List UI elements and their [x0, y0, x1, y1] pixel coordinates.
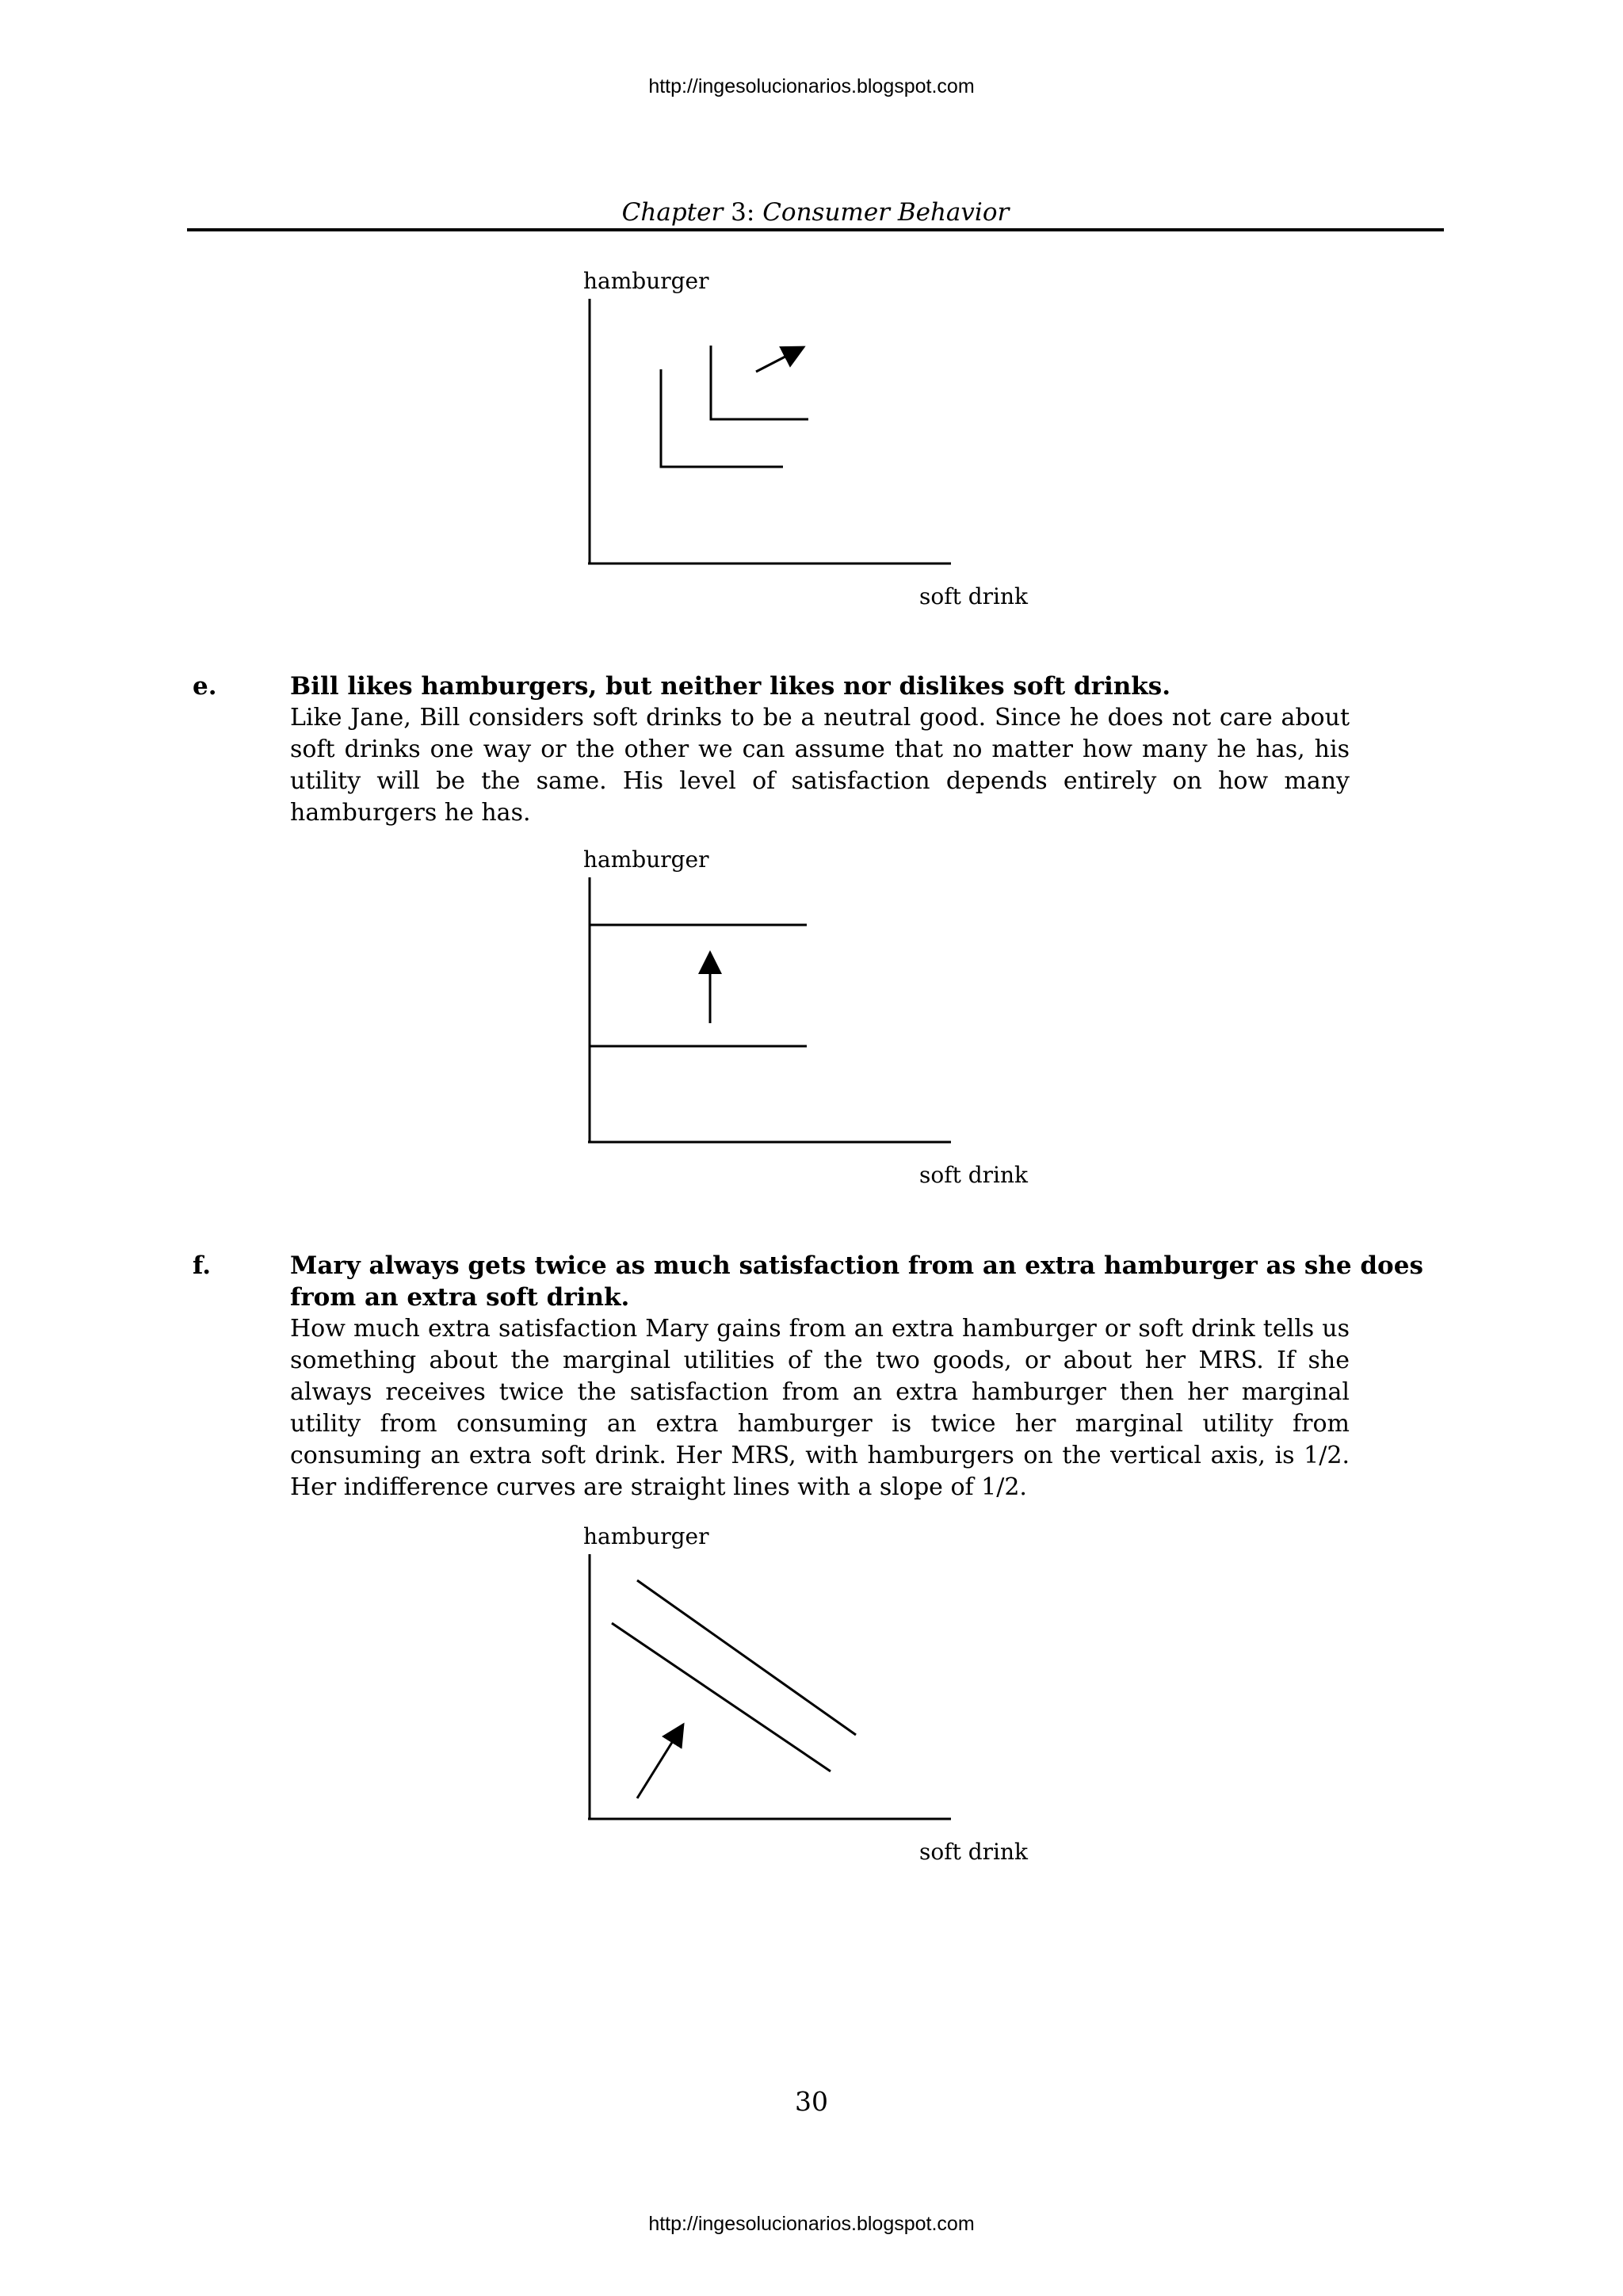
- x-axis-label: soft drink: [919, 1839, 1029, 1865]
- indifference-curve-upper: [711, 346, 808, 419]
- figure-complements-diagram: [555, 255, 1062, 636]
- chapter-title: Consumer Behavior: [762, 198, 1010, 227]
- y-axis-label: hamburger: [583, 846, 709, 873]
- direction-arrow: [637, 1725, 683, 1798]
- x-axis-label: soft drink: [919, 1162, 1029, 1188]
- page-number: 30: [795, 2086, 828, 2117]
- item-f-letter: f.: [193, 1251, 212, 1280]
- chapter-number: 3: [731, 198, 747, 227]
- chapter-header: [187, 197, 1444, 228]
- figure-complements: [555, 255, 1062, 636]
- footer-url: http://ingesolucionarios.blogspot.com: [648, 2213, 975, 2235]
- direction-arrow: [756, 347, 804, 372]
- figure-substitutes-diagram: [555, 1511, 1062, 1891]
- figure-substitutes: [555, 1511, 1062, 1891]
- y-axis-label: hamburger: [583, 268, 709, 294]
- item-e-title: Bill likes hamburgers, but neither likes nor dislikes soft drinks.: [290, 672, 1171, 701]
- header-rule: [187, 228, 1444, 231]
- chapter-separator: :: [746, 198, 755, 227]
- figure-neutral-good-diagram: [555, 834, 1062, 1214]
- item-f-title: Mary always gets twice as much satisfaction from an extra hamburger as she does from an extra soft drink.: [290, 1251, 1423, 1312]
- y-axis-label: hamburger: [583, 1523, 709, 1549]
- item-e-letter: e.: [193, 672, 217, 701]
- figure-neutral-good: [555, 834, 1062, 1214]
- header-url: http://ingesolucionarios.blogspot.com: [648, 75, 975, 97]
- item-e-body: Like Jane, Bill considers soft drinks to be a neutral good. Since he does not care about soft drinks one way or the other we can assume that no matter how many he has, his utility will be the same. His level of satisfaction depends entirely on how many hamburgers he has.: [290, 704, 1350, 827]
- indifference-curve-lower: [612, 1623, 831, 1771]
- indifference-curve-upper: [637, 1580, 856, 1735]
- chapter-word: Chapter: [621, 198, 724, 227]
- item-f-body: How much extra satisfaction Mary gains from an extra hamburger or soft drink tells us something about the marginal utilities of the two goods, or about her MRS. If she always receives twice the satisfaction from an extra hamburger then her marginal utility from consuming an extra hamburger is twice her marginal utility from consuming an extra soft drink. Her MRS, with hamburgers on the vertical axis, is 1/2. Her indifference curves are straight lines with a slope of 1/2.: [290, 1315, 1350, 1501]
- x-axis-label: soft drink: [919, 583, 1029, 609]
